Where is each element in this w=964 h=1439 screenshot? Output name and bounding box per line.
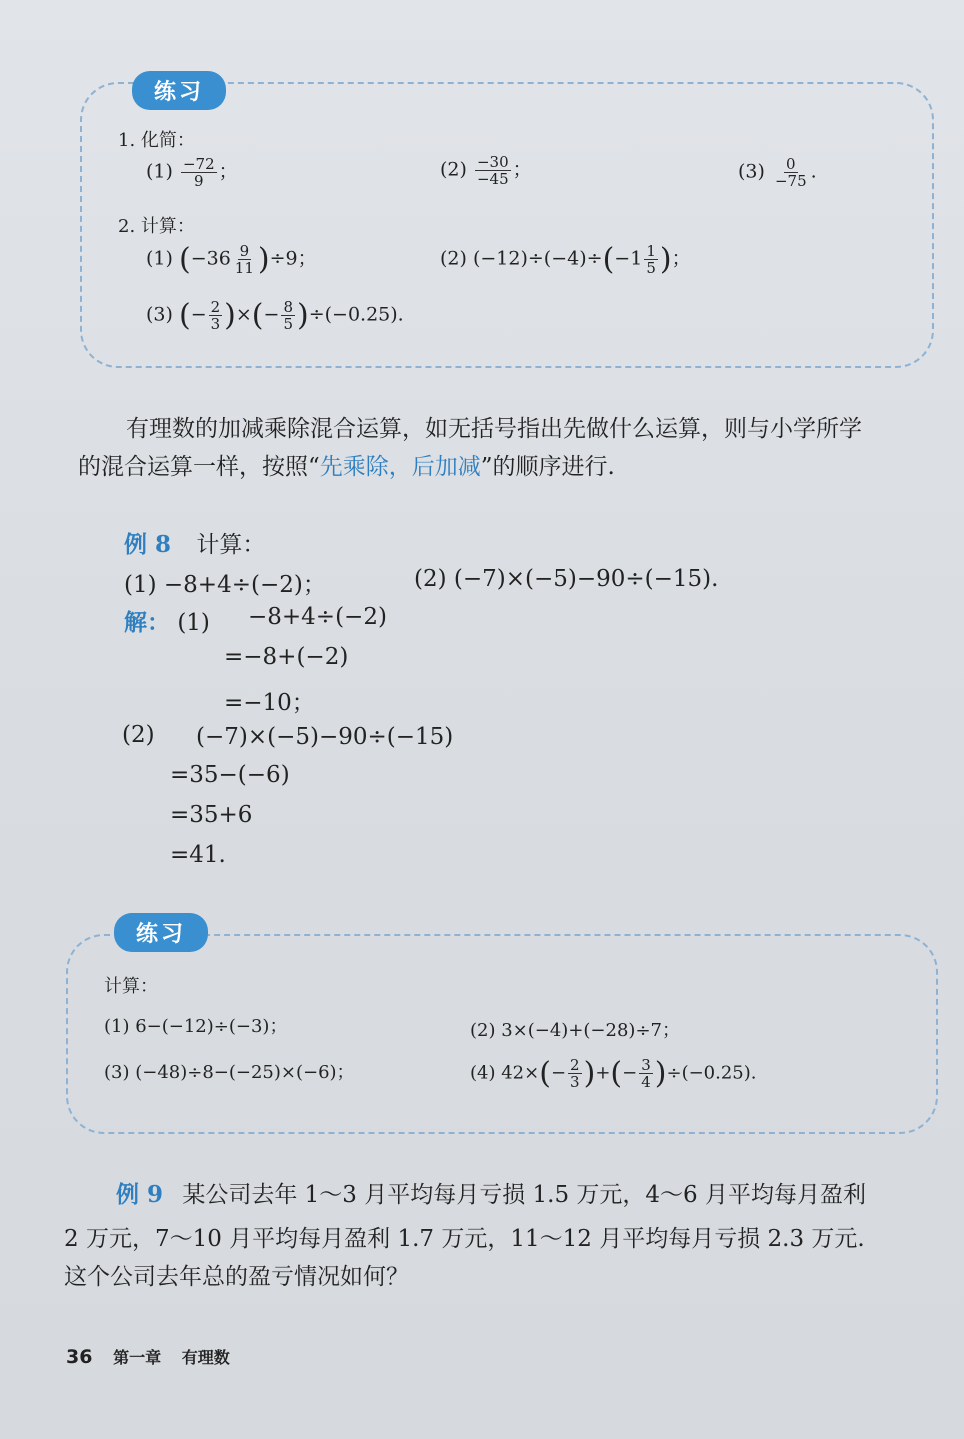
paren: ( xyxy=(610,1056,623,1091)
paragraph-text: 的混合运算一样，按照“ xyxy=(78,454,320,480)
chapter-title: 有理数 xyxy=(181,1348,230,1367)
frac-num: −30 xyxy=(476,153,509,171)
fraction xyxy=(639,1057,653,1090)
fraction xyxy=(475,154,511,187)
solution-2-line-2: =35−(−6) xyxy=(170,762,290,788)
exercise-2-item-3: (3) (−48)÷8−(−25)×(−6)； xyxy=(104,1062,355,1083)
q2-2-expr: (−12)÷(−4)÷ xyxy=(472,247,603,270)
solution-1-line-3: =−10； xyxy=(224,690,315,716)
example-8-problem-2: (2) (−7)×(−5)−90÷(−15). xyxy=(414,566,719,592)
exercise-tag-1: 练习 xyxy=(132,71,226,110)
paren: ) xyxy=(296,298,309,333)
frac-num: 0 xyxy=(786,155,796,173)
frac-den: 3 xyxy=(210,315,221,333)
frac-den: 3 xyxy=(570,1073,580,1091)
paren: ( xyxy=(539,1056,551,1091)
paragraph-text: ”的顺序进行. xyxy=(480,454,615,480)
q1-tail-3: . xyxy=(810,160,817,183)
item-idx: (4) xyxy=(470,1062,496,1084)
exercise-2-label: 计算： xyxy=(104,976,158,997)
paren: ) xyxy=(659,242,672,277)
solution-1-head xyxy=(124,604,210,637)
plus: + xyxy=(595,1062,611,1084)
frac-num: 3 xyxy=(641,1056,651,1074)
q2-2-int: −1 xyxy=(614,247,643,270)
solution-label: 解： xyxy=(124,609,170,636)
frac-num: 9 xyxy=(239,242,250,260)
paren: ) xyxy=(224,298,236,333)
minus: − xyxy=(263,303,280,326)
paragraph-highlight: 先乘除，后加减 xyxy=(319,454,481,480)
frac-num: 2 xyxy=(570,1056,580,1074)
example-text: 某公司去年 1～3 月平均每月亏损 1.5 万元，4～6 月平均每月盈利 xyxy=(182,1182,866,1208)
example-label: 例 8 xyxy=(124,531,172,558)
solution-2-line-4: =41. xyxy=(170,842,226,868)
solution-1-line-1: −8+4÷(−2) xyxy=(248,604,387,630)
exercise-2-item-2: (2) 3×(−4)+(−28)÷7； xyxy=(470,1020,680,1041)
page-footer xyxy=(66,1345,244,1368)
example-9-line-2: 2 万元，7～10 月平均每月盈利 1.7 万元，11～12 月平均每月亏损 2.3 万元. xyxy=(64,1226,865,1252)
paren: ( xyxy=(178,298,191,333)
frac-num: 8 xyxy=(283,298,293,316)
times: × xyxy=(235,303,252,326)
chapter-label: 第一章 xyxy=(113,1348,162,1367)
example-8-problem-1: (1) −8+4÷(−2)； xyxy=(124,572,326,598)
q2-idx-3: (3) xyxy=(146,303,173,326)
solution-2-line-3: =35+6 xyxy=(170,802,253,828)
example-8-heading xyxy=(124,526,265,559)
paren: ) xyxy=(654,1056,667,1091)
paren: ( xyxy=(251,298,264,333)
page-number: 36 xyxy=(66,1346,93,1368)
solution-2-idx: (2) xyxy=(122,722,155,748)
q2-item-3 xyxy=(146,298,404,333)
q2-1-int: −36 xyxy=(190,247,231,270)
exercise-2-item-4 xyxy=(470,1056,757,1091)
item-tail: ÷(−0.25). xyxy=(666,1062,757,1084)
solution-2-line-1: (−7)×(−5)−90÷(−15) xyxy=(196,724,454,750)
solution-idx: (1) xyxy=(177,610,210,636)
q2-2-tail: ； xyxy=(671,247,691,270)
exercise-2-item-1: (1) 6−(−12)÷(−3)； xyxy=(104,1016,288,1037)
fraction xyxy=(773,156,809,189)
paren: ) xyxy=(257,242,270,277)
q1-item-2 xyxy=(440,154,532,187)
example-title: 计算： xyxy=(196,532,266,558)
item-expr: 42× xyxy=(501,1062,540,1084)
paragraph-line-1: 有理数的加减乘除混合运算，如无括号指出先做什么运算，则与小学所学 xyxy=(126,416,862,442)
q1-idx-3: (3) xyxy=(738,160,765,183)
fraction xyxy=(281,299,295,332)
q2-idx-2: (2) xyxy=(440,247,467,270)
q2-3-tail: ÷(−0.25). xyxy=(308,303,404,326)
fraction xyxy=(209,299,223,332)
frac-den: −45 xyxy=(476,170,509,188)
solution-1-line-2: =−8+(−2) xyxy=(224,644,349,670)
minus: − xyxy=(550,1062,567,1084)
fraction xyxy=(644,243,658,276)
frac-num: 2 xyxy=(210,298,221,316)
fraction xyxy=(233,243,256,276)
q1-tail-2: ； xyxy=(512,158,532,181)
q1-idx-2: (2) xyxy=(440,158,467,181)
paren: ) xyxy=(583,1056,596,1091)
paragraph-line-2 xyxy=(78,448,615,481)
fraction xyxy=(181,156,217,189)
q1-label: 1. 化简： xyxy=(118,130,195,151)
example-9-line-1 xyxy=(116,1176,866,1209)
frac-num: −72 xyxy=(182,155,215,173)
frac-den: 9 xyxy=(194,172,204,190)
q1-item-3 xyxy=(738,156,817,189)
q2-idx-1: (1) xyxy=(146,247,173,270)
frac-den: −75 xyxy=(774,172,807,190)
example-label: 例 9 xyxy=(116,1181,164,1208)
q2-item-2 xyxy=(440,242,691,277)
frac-den: 5 xyxy=(646,259,656,277)
q2-label: 2. 计算： xyxy=(118,216,195,237)
frac-num: 1 xyxy=(646,242,656,260)
frac-den: 4 xyxy=(641,1073,651,1091)
q2-1-tail: ÷9； xyxy=(269,247,317,270)
exercise-tag-2: 练习 xyxy=(114,913,208,952)
q1-tail-1: ； xyxy=(218,160,238,183)
q1-item-1 xyxy=(146,156,238,189)
paren: ( xyxy=(602,242,615,277)
frac-den: 5 xyxy=(283,315,293,333)
minus: − xyxy=(622,1062,638,1084)
fraction xyxy=(568,1057,582,1090)
minus: − xyxy=(190,303,207,326)
q1-idx-1: (1) xyxy=(146,160,173,183)
paren: ( xyxy=(178,242,191,277)
frac-den: 11 xyxy=(234,259,254,277)
example-9-line-3: 这个公司去年总的盈亏情况如何？ xyxy=(64,1264,409,1290)
q2-item-1 xyxy=(146,242,317,277)
